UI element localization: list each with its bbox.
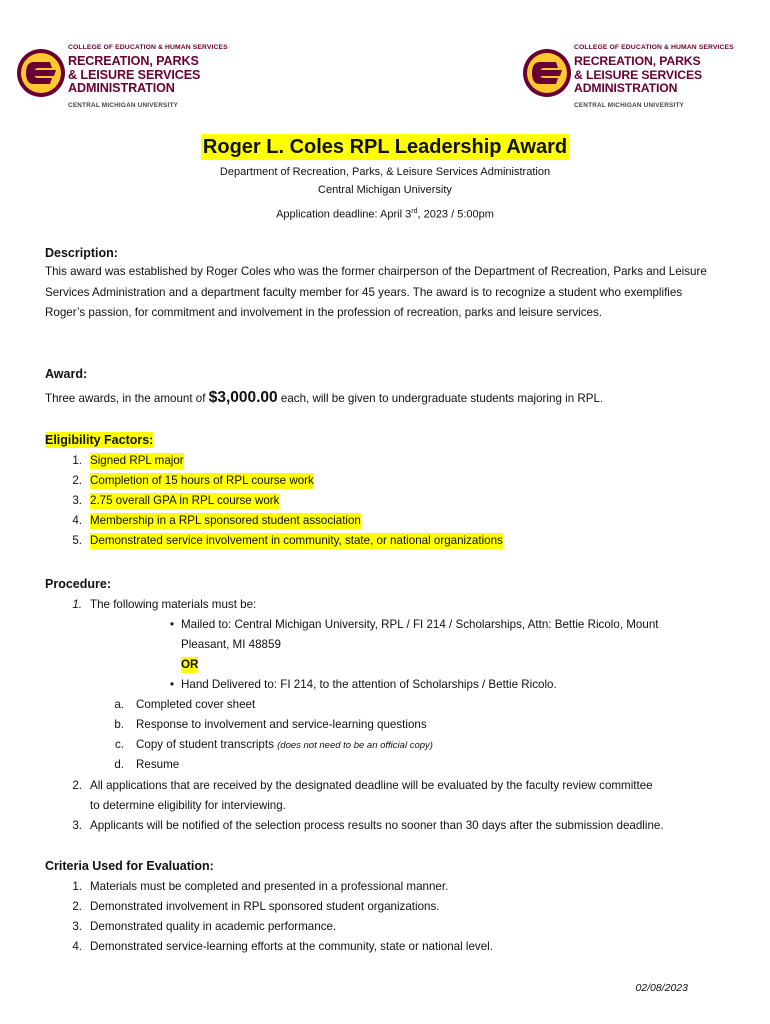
criteria-item-text: Demonstrated service-learning efforts at the community, state or national level. (90, 940, 493, 953)
award-heading: Award: (45, 367, 88, 381)
criteria-item-number: 2. (72, 900, 82, 913)
eligibility-item-number: 5. (72, 534, 82, 547)
eligibility-item-text: Membership in a RPL sponsored student association (90, 514, 361, 527)
eligibility-item-number: 1. (72, 454, 82, 467)
logo-dept-2: & LEISURE SERVICES (68, 67, 201, 82)
logo-dept-3: ADMINISTRATION (68, 81, 175, 95)
application-deadline: Application deadline: April 3rd, 2023 / 5:00pm (276, 208, 494, 221)
criteria-heading: Criteria Used for Evaluation: (45, 859, 214, 873)
logo-dept-1: RECREATION, PARKS (68, 54, 199, 68)
award-text: Three awards, in the amount of $3,000.00 each, will be given to undergraduate students majoring in RPL. (45, 389, 604, 406)
criteria-item-text: Demonstrated quality in academic performance. (90, 920, 337, 933)
or-label: OR (181, 658, 199, 671)
eligibility-item-text: Completion of 15 hours of RPL course work (90, 474, 314, 487)
transcript-note: (does not need to be an official copy) (277, 740, 433, 751)
logo-dept-2: & LEISURE SERVICES (574, 67, 703, 82)
footer-date: 02/08/2023 (635, 982, 688, 994)
hand-delivered-line: Hand Delivered to: FI 214, to the attention of Scholarships / Bettie Ricolo. (181, 678, 557, 691)
procedure-step-2-text-2: to determine eligibility for interviewing. (90, 799, 286, 812)
cmu-chippewa-c-icon (16, 48, 66, 98)
logo-dept-1: RECREATION, PARKS (574, 54, 701, 68)
eligibility-item-number: 2. (72, 474, 82, 487)
subtitle-university: Central Michigan University (318, 184, 452, 196)
procedure-step-1-number: 1. (72, 598, 82, 611)
material-item-number: c. (114, 738, 124, 751)
criteria-item-text: Materials must be completed and presented in a professional manner. (90, 880, 449, 893)
logo-dept-3: ADMINISTRATION (574, 81, 678, 95)
bullet-icon: • (170, 678, 175, 691)
material-item-text: Completed cover sheet (136, 698, 256, 711)
mailed-to-line-2: Pleasant, MI 48859 (181, 638, 281, 651)
eligibility-item-text: 2.75 overall GPA in RPL course work (90, 494, 280, 507)
criteria-item-text: Demonstrated involvement in RPL sponsored student organizations. (90, 900, 440, 913)
material-item-number: a. (114, 698, 124, 711)
material-item-text: Response to involvement and service-learning questions (136, 718, 427, 731)
criteria-item-number: 3. (72, 920, 82, 933)
procedure-step-2-text-1: All applications that are received by the designated deadline will be evaluated by the faculty review committee (90, 779, 653, 792)
procedure-step-3-text: Applicants will be notified of the selection process results no sooner than 30 days after the submission deadline. (90, 819, 664, 832)
eligibility-heading: Eligibility Factors: (45, 433, 154, 447)
mailed-to-line-1: Mailed to: Central Michigan University, RPL / FI 214 / Scholarships, Attn: Bettie Ricolo, Mount (181, 618, 659, 631)
criteria-item-number: 1. (72, 880, 82, 893)
cmu-chippewa-c-icon (522, 48, 572, 98)
material-item-text: Copy of student transcripts (does not need to be an official copy) (136, 738, 433, 751)
description-text: This award was established by Roger Coles who was the former chairperson of the Department of Recreation, Parks and Leisure Services Administration and a department faculty member for 45 years. The award is to recognize a student who exemplifies Roger’s passion, for commitment and involvement in the profession of recreation, parks and leisure services. (45, 265, 707, 319)
description-heading: Description: (45, 246, 118, 260)
logo-college: COLLEGE OF EDUCATION & HUMAN SERVICES (574, 44, 734, 51)
eligibility-item-number: 3. (72, 494, 82, 507)
title-wrap (0, 134, 770, 160)
material-item-text: Resume (136, 758, 180, 771)
eligibility-item-text: Signed RPL major (90, 454, 184, 467)
procedure-heading: Procedure: (45, 577, 111, 591)
logo-university: CENTRAL MICHIGAN UNIVERSITY (574, 101, 685, 109)
logo-college: COLLEGE OF EDUCATION & HUMAN SERVICES (68, 44, 228, 51)
award-amount: $3,000.00 (208, 389, 278, 406)
eligibility-item-text: Demonstrated service involvement in community, state, or national organizations (90, 534, 503, 547)
procedure-step-1-text: The following materials must be: (90, 598, 257, 611)
logo-right (522, 44, 762, 114)
logo-university: CENTRAL MICHIGAN UNIVERSITY (68, 101, 179, 109)
bullet-icon: • (170, 618, 175, 631)
criteria-item-number: 4. (72, 940, 82, 953)
material-item-number: d. (114, 758, 124, 771)
procedure-step-3-number: 3. (72, 819, 82, 832)
logo-left (16, 44, 256, 114)
subtitle-department: Department of Recreation, Parks, & Leisure Services Administration (219, 166, 551, 178)
page-title: Roger L. Coles RPL Leadership Award (202, 136, 568, 158)
eligibility-item-number: 4. (72, 514, 82, 527)
material-item-number: b. (114, 718, 124, 731)
procedure-step-2-number: 2. (72, 779, 82, 792)
